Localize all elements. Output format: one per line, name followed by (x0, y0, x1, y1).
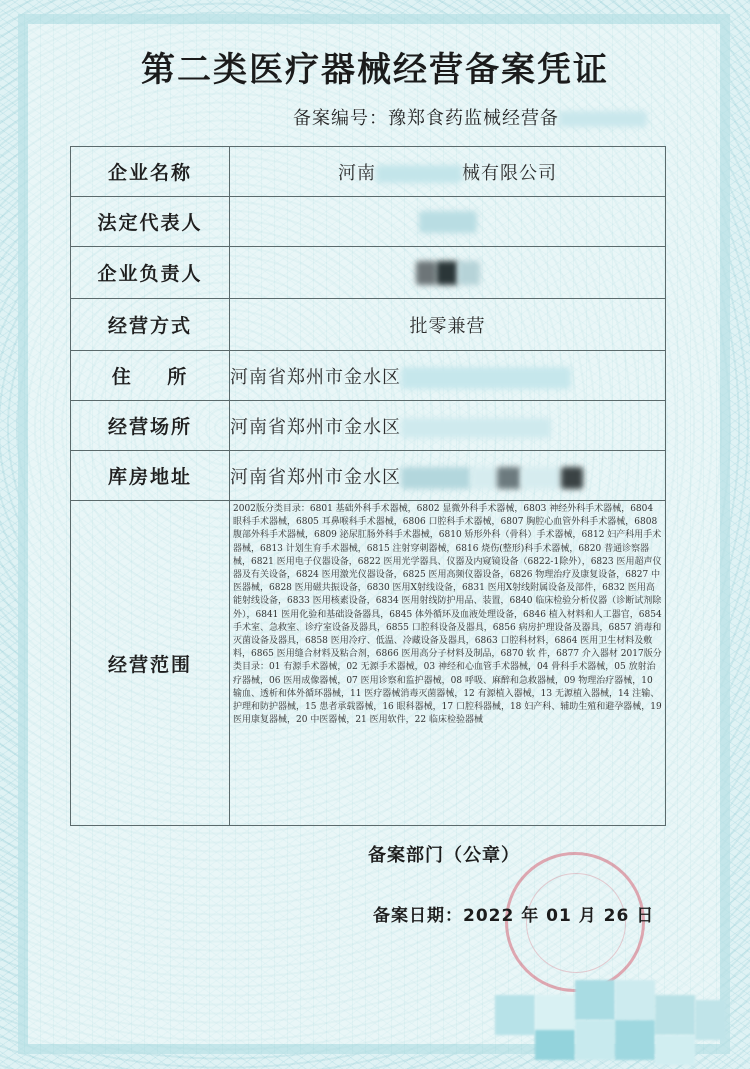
scope-text: 2002版分类目录：6801 基础外科手术器械，6802 显微外科手术器械，6803 神经外科手术器械，6804 眼科手术器械，6805 耳鼻喉科手术器械，6806 口腔科手术器械，6807 胸腔心血管外科手术器械，6808 腹部外科手术器械，6809 泌尿肛肠外科手术器械，6810 矫形外科（骨科）手术器械，6812 妇产科用手术器械，6813 计划生育手术器械，6815 注射穿刺器械，6816 烧伤(整形)科手术器械，6820 普通诊察器械，6821 医用电子仪器设备，6822 医用光学器具、仪器及内窥镜设备（6822-1除外），6823 医用超声仪器及有关设备，6824 医用激光仪器设备，6825 医用高频仪器设备，6826 物理治疗及康复设备，6827 中医器械，6828 医用磁共振设备，6830 医用X射线设备，6831 医用X射线附属设备及部件，6832 医用高能射线设备，6833 医用核素设备，6834 医用射线防护用品、装置，6840 临床检验分析仪器（诊断试剂除外），6841 医用化验和基础设备器具，6845 体外循环及血液处理设备，6846 植入材料和人工器官，6854 手术室、急救室、诊疗室设备及器具，6855 口腔科设备及器具，6856 病房护理设备及器具，6857 消毒和灭菌设备及器具，6858 医用冷疗、低温、冷藏设备及器具，6863 口腔科材料，6864 医用卫生材料及敷料，6865 医用缝合材料及粘合剂，6866 医用高分子材料及制品，6870 软 件，6877 介入器材 2017版分类目录：01 有源手术器械，02 无源手术器械，03 神经和心血管手术器械，04 骨科手术器械，05 放射治疗器械，06 医用成像器械，07 医用诊察和监护器械，08 呼吸、麻醉和急救器械，09 物理治疗器械，10 输血、透析和体外循环器械，11 医疗器械消毒灭菌器械，12 有源植入器械，13 无源植入器械，14 注输、护理和防护器械，15 患者承载器械，16 眼科器械，17 口腔科器械，18 妇产科、辅助生殖和避孕器械，19 医用康复器械，20 中医器械，21 医用软件，22 临床检验器械 (233, 504, 662, 726)
company-name-value: 河南 械有限公司 (230, 147, 666, 197)
redacted-residence (401, 367, 571, 389)
warehouse-value: 河南省郑州市金水区 (230, 451, 666, 501)
table-row (71, 401, 666, 451)
residence-label: 住 所 (71, 351, 230, 401)
residence-value: 河南省郑州市金水区 (230, 351, 666, 401)
table-row (71, 197, 666, 247)
redacted-number (559, 111, 647, 127)
table-row (71, 451, 666, 501)
business-mode-label: 经营方式 (71, 299, 230, 351)
scope-label: 经营范围 (71, 501, 230, 826)
redacted-warehouse (401, 467, 471, 489)
business-mode-value: 批零兼营 (230, 299, 666, 351)
table-row (71, 247, 666, 299)
scope-cell (230, 501, 666, 826)
registration-label: 备案编号：豫郑食药监械经营备 (293, 108, 559, 129)
info-table (70, 146, 666, 826)
table-row (71, 501, 666, 826)
premises-label: 经营场所 (71, 401, 230, 451)
legal-rep-label: 法定代表人 (71, 197, 230, 247)
warehouse-label: 库房地址 (71, 451, 230, 501)
redacted-manager (416, 261, 436, 285)
redacted-legal-rep (419, 211, 477, 233)
table-row (71, 351, 666, 401)
company-name-label: 企业名称 (71, 147, 230, 197)
premises-value: 河南省郑州市金水区 (230, 401, 666, 451)
document-title: 第二类医疗器械经营备案凭证 (141, 50, 609, 90)
registration-number (293, 104, 647, 130)
table-row (71, 147, 666, 197)
table-row (71, 299, 666, 351)
redacted-company (376, 165, 462, 183)
redacted-premises (401, 418, 551, 438)
legal-rep-value (230, 197, 666, 247)
filing-department: 备案部门（公章） (368, 845, 520, 866)
manager-value (230, 247, 666, 299)
filing-date: 备案日期：2022 年 01 月 26 日 (373, 906, 655, 926)
manager-label: 企业负责人 (71, 247, 230, 299)
